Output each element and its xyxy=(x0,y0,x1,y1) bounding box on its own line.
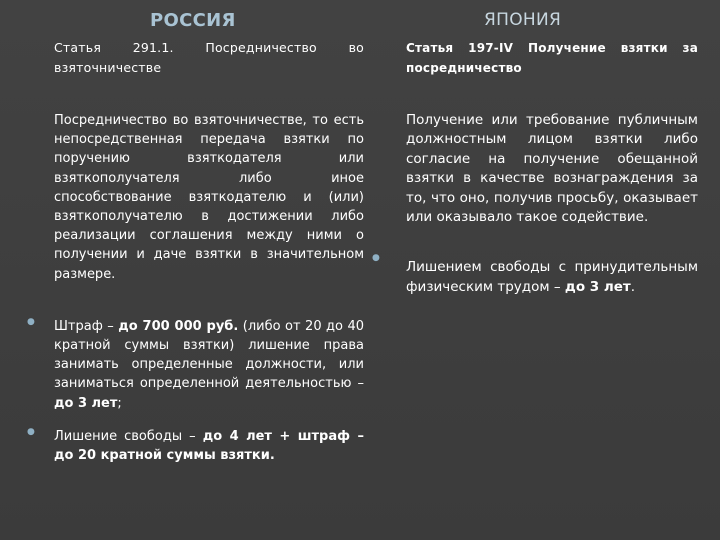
column-russia xyxy=(27,38,365,479)
article-heading-russia: Статья 291.1. Посредничество во взяточничестве xyxy=(54,40,364,75)
list-item xyxy=(372,253,698,297)
penalty-text: ; xyxy=(117,395,122,411)
penalty-text: . xyxy=(630,278,636,295)
article-body-russia: Посредничество во взяточничестве, то есть непосредственная передача взятки по поручению взяткодателя или взяткополучателя либо иное способствование взяткодателю и (или) взяткополучателю в достижении либо реализации соглашения между ними о получении и даче взятки в значительном размере. xyxy=(54,113,364,282)
bullet-dot-icon: ● xyxy=(27,426,35,437)
column-title-russia: РОССИЯ xyxy=(150,10,236,31)
article-heading-japan: Статья 197-IV Получение взятки за посредничество xyxy=(406,41,698,75)
penalty-term: до 3 лет xyxy=(54,395,118,411)
penalty-amount: до 700 000 руб. xyxy=(118,318,239,334)
penalty-text: Лишением свободы с принудительным физическим трудом – xyxy=(406,259,698,295)
column-japan xyxy=(372,38,698,311)
list-item xyxy=(27,426,364,465)
list-item xyxy=(27,316,365,413)
penalty-term: до 3 лет xyxy=(564,278,631,295)
bullet-dot-icon: ● xyxy=(372,253,380,264)
penalty-text: (либо от 20 до 40 кратной суммы взятки) лишение права занимать определенные должности, или заниматься определенной деятельностью – xyxy=(54,318,365,392)
penalty-list-japan xyxy=(372,253,698,297)
penalty-term: до 4 лет + штраф – до 20 кратной суммы взятки. xyxy=(54,428,364,464)
penalty-list-russia xyxy=(27,316,365,465)
penalty-text: Штраф – xyxy=(54,318,119,334)
column-title-japan: ЯПОНИЯ xyxy=(484,10,562,30)
article-body-japan: Получение или требование публичным должностным лицом взятки либо согласие на получение обещанной взятки в качестве вознаграждения за то, что оно, получив просьбу, оказывает или оказывало такое содействие. xyxy=(406,112,698,226)
penalty-text: Лишение свободы – xyxy=(54,428,203,444)
bullet-dot-icon: ● xyxy=(27,316,35,327)
